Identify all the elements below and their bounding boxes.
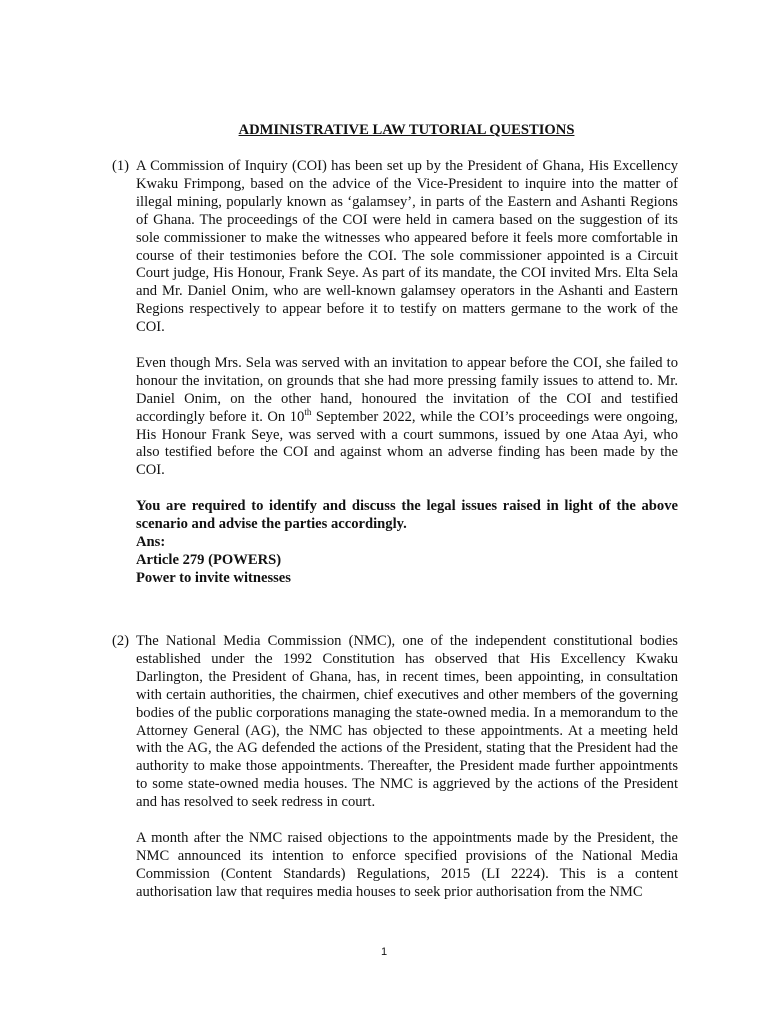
document-title: ADMINISTRATIVE LAW TUTORIAL QUESTIONS	[238, 122, 575, 138]
question-1-paragraph-1: A Commission of Inquiry (COI) has been set up by the President of Ghana, His Excellency Kwaku Frimpong, based on the advice of the Vice-President to inquire into the matter of illegal mining, popularly known as ‘galamsey’, in parts of the Eastern and Ashanti Regions of Ghana. The proceedings of the COI were held in camera based on the suggestion of its sole commissioner to make the witnesses who appeared before it feels more comfortable in course of their testimonies before the COI. The sole commissioner appointed is a Circuit Court judge, His Honour, Frank Seye. As part of its mandate, the COI invited Mrs. Elta Sela and Mr. Daniel Onim, who are well-known galamsey operators in the Ashanti and Eastern Regions respectively to appear before it to testify on matters germane to the work of the COI.	[136, 158, 678, 336]
answer-label: Ans:	[136, 534, 166, 550]
question-2-paragraph-1: The National Media Commission (NMC), one of the independent constitutional bodies established under the 1992 Constitution has observed that His Excellency Kwaku Darlington, the President of Ghana, has, in recent times, been appointing, in consultation with certain authorities, the chairmen, chief executives and other members of the governing bodies of the public corporations managing the state-owned media. In a memorandum to the Attorney General (AG), the NMC has objected to these appointments. At a meeting held with the AG, the AG defended the actions of the President, stating that the President had the authority to make those appointments. Thereafter, the President made further appointments to some state-owned media houses. The NMC is aggrieved by the actions of the President and has resolved to seek redress in court.	[136, 633, 678, 811]
question-1-instruction: You are required to identify and discuss the legal issues raised in light of the above scenario and advise the parties accordingly.	[136, 498, 678, 533]
ordinal-superscript: th	[304, 406, 312, 417]
question-body	[136, 633, 678, 902]
question-number: (2)	[112, 633, 130, 649]
answer-line-1: Article 279 (POWERS)	[136, 551, 282, 568]
question-number: (1)	[112, 158, 130, 174]
question-body	[136, 158, 678, 588]
question-1-paragraph-2	[136, 355, 678, 480]
answer-line-2: Power to invite witnesses	[136, 569, 291, 586]
paragraph-text: Even though Mrs. Sela was served with an invitation to appear before the COI, she failed to honour the invitation, on grounds that she had more pressing family issues to attend to. Mr. Daniel Onim, on the other hand, honoured the invitation of the COI and testified accordingly before it. On 10	[136, 354, 678, 425]
question-2	[112, 633, 678, 902]
question-2-paragraph-2: A month after the NMC raised objections to the appointments made by the President, the NMC announced its intention to enforce specified provisions of the National Media Commission (Content Standards) Regulations, 2015 (LI 2224). This is a content authorisation law that requires media houses to seek prior authorisation from the NMC	[136, 829, 678, 900]
question-1	[112, 158, 678, 588]
paragraph-text: September 2022, while the COI’s proceedings were ongoing, His Honour Frank Seye, was served with a court summons, issued by one Ataa Ayi, who also testified before the COI and against whom an adverse finding has been made by the COI.	[136, 408, 679, 479]
page-number: 1	[380, 946, 388, 958]
